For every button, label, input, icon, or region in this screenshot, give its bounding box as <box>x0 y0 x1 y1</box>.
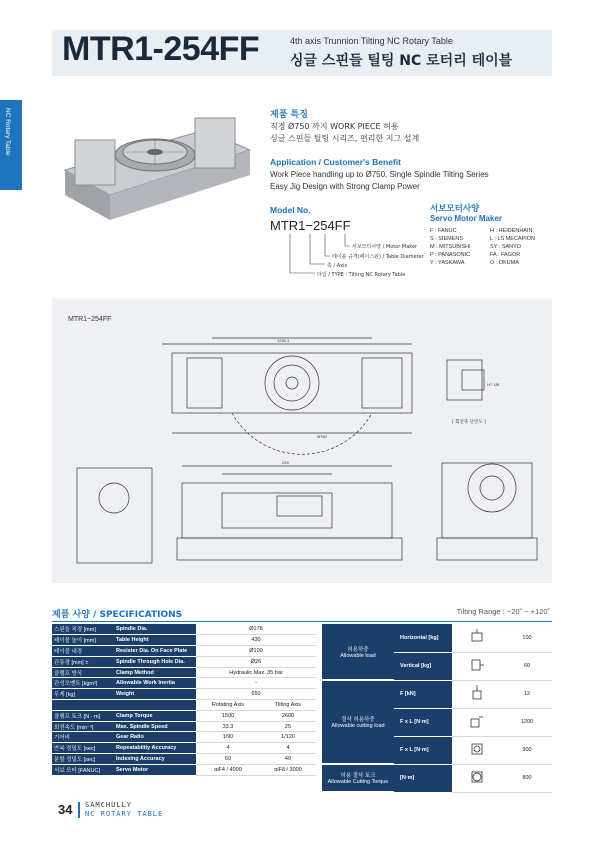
side-tab-label: NC Rotary Table <box>4 108 11 156</box>
model-no-heading: Model No. <box>270 205 311 215</box>
subtitle-en: 4th axis Trunnion Tilting NC Rotary Table <box>290 36 453 46</box>
specs-divider <box>52 621 552 622</box>
application-line: Work Piece handling up to Ø750, Single Spindle Tilting Series <box>270 170 489 179</box>
load-label: F x L [N·m] <box>394 736 452 764</box>
load-icon <box>452 652 502 680</box>
load-icon <box>452 736 502 764</box>
table-row <box>52 764 316 775</box>
table-row <box>52 743 316 754</box>
spec-label-en: Resister Dia. On Face Plate <box>114 646 196 657</box>
spec-label-en: Weight <box>114 689 196 700</box>
load-icon <box>452 624 502 652</box>
servo-item: SY : SANYO <box>490 244 522 250</box>
model-label: 테이블 규격(페이스판) / Table Diameter <box>332 254 424 260</box>
spec-value: 2600 <box>260 710 316 721</box>
load-value: 12 <box>502 680 552 708</box>
spec-label-en: Clamp Torque <box>114 710 196 721</box>
load-group-ko: 절삭 허용하중 <box>341 717 375 723</box>
load-group-en: Allowable cutting load <box>331 723 385 729</box>
servo-row <box>430 260 550 268</box>
col-header: Tilting Axis <box>260 700 316 711</box>
load-label: Horizontal [kg] <box>394 624 452 652</box>
spec-label-ko: 테이블 높이 [mm] <box>52 635 114 646</box>
spec-value: 4 <box>196 743 260 754</box>
spec-label-ko: 반복 정밀도 [sec] <box>52 743 114 754</box>
load-value: 60 <box>502 652 552 680</box>
spec-value: 1/120 <box>260 732 316 743</box>
spec-value: 1500 <box>196 710 260 721</box>
table-row <box>52 700 316 711</box>
table-row <box>52 710 316 721</box>
load-group-en: Allowable load <box>340 652 376 659</box>
servo-item: L : LS MECAPION <box>490 236 536 242</box>
subtitle-ko: 싱글 스핀들 틸팅 NC 로터리 테이블 <box>290 53 513 69</box>
load-icon <box>452 680 502 708</box>
spec-label-ko: 스핀들 직경 [mm] <box>52 624 114 635</box>
drawing-note: [ 회전축 단면도 ] <box>452 420 486 425</box>
spec-value: 40 <box>260 754 316 765</box>
servo-item: FA : FAGOR <box>490 252 521 258</box>
spec-value: Ø178 <box>196 624 316 635</box>
load-group <box>322 624 394 680</box>
spec-value: 1/90 <box>196 732 260 743</box>
spec-label-ko: 테이블 내경 <box>52 646 114 657</box>
drawing-label: MTR1−254FF <box>68 316 112 323</box>
spec-label-en: Servo Motor <box>114 764 196 775</box>
servo-item: O : OKUMA <box>490 260 520 266</box>
load-group-en: Allowable Cutting Torque <box>327 779 389 785</box>
feature-line: 싱글 스핀들 틸팅 시리즈, 편리한 지그 설계 <box>270 134 420 143</box>
features-heading: 제품 특징 <box>270 110 308 120</box>
spec-label-en: Gear Ratio <box>114 732 196 743</box>
spec-value: - <box>196 678 316 689</box>
load-group-ko: 허용하중 <box>347 646 369 653</box>
side-tab[interactable] <box>0 100 22 190</box>
load-value: 100 <box>502 624 552 652</box>
servo-row <box>430 252 550 260</box>
footer-divider <box>78 802 80 818</box>
table-row <box>52 635 316 646</box>
spec-label-en: Spindle Through Hole Dia. <box>114 656 196 667</box>
specs-heading: 제품 사양 / SPECIFICATIONS <box>52 610 183 620</box>
footer-subtitle: NC ROTARY TABLE <box>85 810 164 818</box>
table-row <box>52 754 316 765</box>
model-title: MTR1-254FF <box>62 30 260 68</box>
spec-label-ko: 관통경 [mm] ± <box>52 656 114 667</box>
application-heading: Application / Customer's Benefit <box>270 157 401 167</box>
spec-value: Hydraulic Max. 35 bar <box>196 667 316 678</box>
technical-drawing <box>52 298 552 583</box>
spec-value: Ø100 <box>196 646 316 657</box>
drawing-dim: 1290.3 <box>277 338 290 343</box>
application-line: Easy Jig Design with Strong Clamp Power <box>270 182 420 191</box>
load-group <box>322 764 394 792</box>
spec-value: 60 <box>196 754 260 765</box>
spec-label-ko: 분할 정밀도 [sec] <box>52 754 114 765</box>
servo-item: M : MITSUBISHI <box>430 244 471 250</box>
spec-label-en: Repeatability Accuracy <box>114 743 196 754</box>
table-row <box>52 646 316 657</box>
load-label: F [kN] <box>394 680 452 708</box>
spec-table <box>52 624 316 776</box>
load-group-ko: 허용 절삭 토크 <box>340 773 376 779</box>
table-row <box>322 680 552 708</box>
servo-heading-ko: 서보모터사양 <box>430 204 480 214</box>
load-value: 800 <box>502 764 552 792</box>
spec-label-ko: 기어비 <box>52 732 114 743</box>
load-value: 1200 <box>502 708 552 736</box>
spec-label-ko: 서보 모터 [FANUC] <box>52 764 114 775</box>
table-row <box>322 764 552 792</box>
load-icon <box>452 708 502 736</box>
spec-label-en: Spindle Dia. <box>114 624 196 635</box>
load-label: [N·m] <box>394 764 452 792</box>
spec-label-ko: 클램프 방식 <box>52 667 114 678</box>
model-label: 축 / Axis <box>327 263 348 269</box>
load-icon <box>452 764 502 792</box>
col-header: Rotating Axis <box>196 700 260 711</box>
servo-heading-en: Servo Motor Maker <box>430 214 503 223</box>
servo-item: S : SIEMENS <box>430 236 464 242</box>
model-label: 서보모터사양 / Motor Maker <box>352 244 418 250</box>
spec-value: 4 <box>260 743 316 754</box>
table-row <box>52 667 316 678</box>
spec-label-ko: 무게 [kg] <box>52 689 114 700</box>
servo-row <box>430 244 550 252</box>
servo-item: H : HEIDENHAIN <box>490 228 533 234</box>
spec-label-en: Table Height <box>114 635 196 646</box>
servo-item: P : PANASONIC <box>430 252 471 258</box>
spec-value: αiF8 / 3000 <box>260 764 316 775</box>
table-row <box>52 678 316 689</box>
spec-value: 430 <box>196 635 316 646</box>
model-label: 타입 / TYPE : Tilting NC Rotary Table <box>317 272 406 278</box>
load-label: Vertical [kg] <box>394 652 452 680</box>
product-photo <box>55 110 255 230</box>
table-row <box>52 721 316 732</box>
table-row <box>52 624 316 635</box>
spec-value: 650 <box>196 689 316 700</box>
model-code: MTR1−254FF <box>270 218 351 233</box>
load-group <box>322 680 394 764</box>
table-row <box>52 689 316 700</box>
spec-label-en: Indexing Accuracy <box>114 754 196 765</box>
drawing-dim: Ø750 <box>317 434 327 439</box>
spec-label-ko: 관성모멘트 [kgm²] <box>52 678 114 689</box>
tilting-range: Tilting Range : −20˚ ~ +120˚ <box>456 607 550 616</box>
table-row <box>52 656 316 667</box>
model-code-diagram <box>270 232 430 292</box>
drawing-dim: 254 <box>282 460 289 465</box>
servo-item: Y : YASKAWA <box>430 260 465 266</box>
spec-value: 25 <box>260 721 316 732</box>
load-value: 900 <box>502 736 552 764</box>
load-table <box>322 624 552 793</box>
table-row <box>52 732 316 743</box>
spec-label-en: Max. Spindle Speed <box>114 721 196 732</box>
load-label: F x L [N·m] <box>394 708 452 736</box>
spec-value: Ø26 <box>196 656 316 667</box>
spec-value: αiF4 / 4000 <box>196 764 260 775</box>
drawing-dim: H7 1/B <box>487 382 500 387</box>
brand-logo: SAMCHULLY <box>85 801 132 809</box>
spec-label-ko: 회전속도 [min⁻¹] <box>52 721 114 732</box>
servo-list <box>430 228 550 268</box>
page-number: 34 <box>58 802 73 817</box>
spec-value: 33.3 <box>196 721 260 732</box>
spec-label-en: Clamp Method <box>114 667 196 678</box>
spec-label-en: Allowable Work Inertia <box>114 678 196 689</box>
servo-row <box>430 228 550 236</box>
spec-label-ko: 클램프 토크 [N · m] <box>52 710 114 721</box>
servo-row <box>430 236 550 244</box>
servo-item: F : FANUC <box>430 228 457 234</box>
feature-line: 직경 Ø750 까지 WORK PIECE 허용 <box>270 122 399 131</box>
table-row <box>322 624 552 652</box>
